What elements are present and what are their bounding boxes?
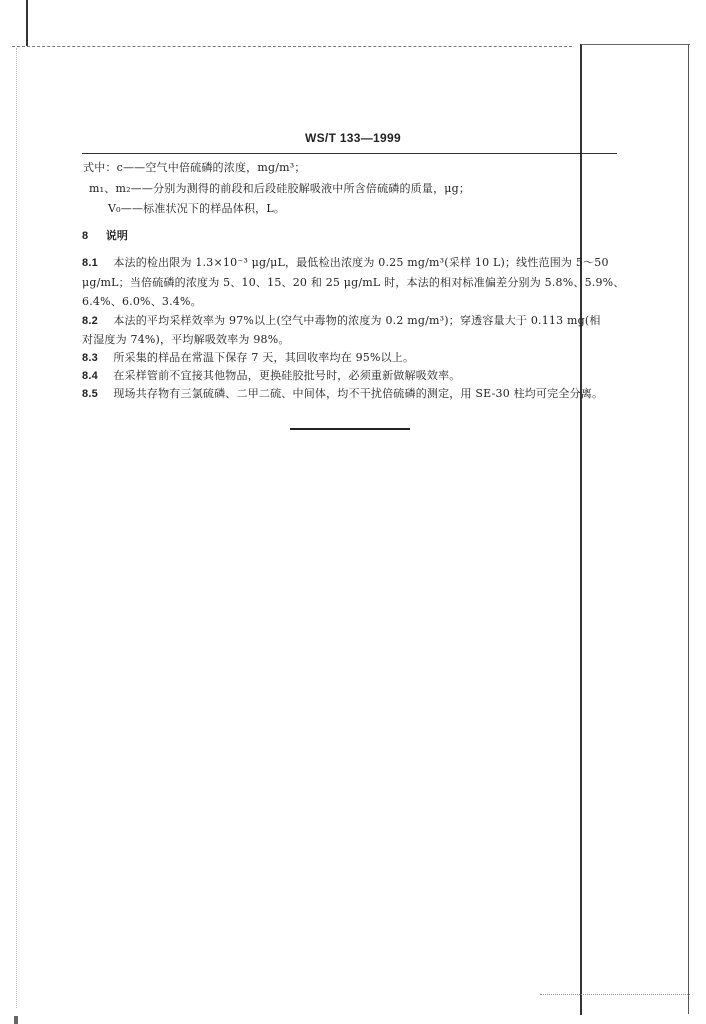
item-8-1-line-1 bbox=[82, 256, 609, 270]
item-8-5 bbox=[82, 387, 603, 401]
item-number: 8.2 bbox=[82, 315, 98, 327]
definition-c: 式中：c——空气中倍硫磷的浓度，mg/m³； bbox=[83, 161, 306, 174]
scan-left-border bbox=[16, 48, 17, 1008]
section-title: 说明 bbox=[105, 229, 129, 242]
item-8-3 bbox=[82, 351, 414, 365]
scan-left-mark bbox=[26, 0, 28, 46]
item-text: 现场共存物有三氯硫磷、二甲二硫、中间体，均不干扰倍硫磷的测定，用 SE-30 柱均可完全分离。 bbox=[113, 387, 604, 400]
end-of-document-rule bbox=[290, 428, 410, 430]
section-number: 8 bbox=[82, 230, 89, 242]
item-text: 所采集的样品在常温下保存 7 天，其回收率均在 95%以上。 bbox=[113, 351, 415, 364]
item-number: 8.1 bbox=[82, 257, 98, 269]
definition-v0: V₀——标准状况下的样品体积，L。 bbox=[108, 202, 286, 215]
scan-bottom-mark bbox=[14, 1016, 18, 1024]
scan-top-border bbox=[12, 46, 572, 47]
item-text: 在采样管前不宜接其他物品，更换硅胶批号时，必须重新做解吸效率。 bbox=[113, 369, 461, 382]
section-heading bbox=[82, 229, 128, 243]
item-number: 8.3 bbox=[82, 352, 98, 364]
scan-bottom-border bbox=[540, 994, 690, 995]
item-8-2-line-1 bbox=[82, 314, 601, 328]
item-text: 本法的平均采样效率为 97%以上(空气中毒物的浓度为 0.2 mg/m³)；穿透容量大于 0.113 mg(相 bbox=[113, 314, 601, 327]
scan-right-frame bbox=[580, 44, 690, 1015]
item-8-2-line-2: 对湿度为 74%)，平均解吸效率为 98%。 bbox=[82, 333, 290, 346]
item-number: 8.5 bbox=[82, 388, 98, 400]
header-rule bbox=[82, 153, 617, 154]
standard-code-header: WS/T 133—1999 bbox=[305, 131, 401, 145]
item-8-4 bbox=[82, 369, 461, 383]
definition-m1-m2: m₁、m₂——分别为测得的前段和后段硅胶解吸液中所含倍硫磷的质量，μg； bbox=[89, 182, 471, 195]
item-8-1-line-2: μg/mL；当倍硫磷的浓度为 5、10、15、20 和 25 μg/mL 时，本法的相对标准偏差分别为 5.8%、5.9%、 bbox=[82, 276, 625, 289]
scan-right-border bbox=[688, 44, 689, 1014]
item-text: 本法的检出限为 1.3×10⁻³ μg/μL，最低检出浓度为 0.25 mg/m³(采样 10 L)；线性范围为 5～50 bbox=[113, 256, 609, 269]
item-8-1-line-3: 6.4%、6.0%、3.4%。 bbox=[82, 295, 202, 308]
item-number: 8.4 bbox=[82, 370, 98, 382]
